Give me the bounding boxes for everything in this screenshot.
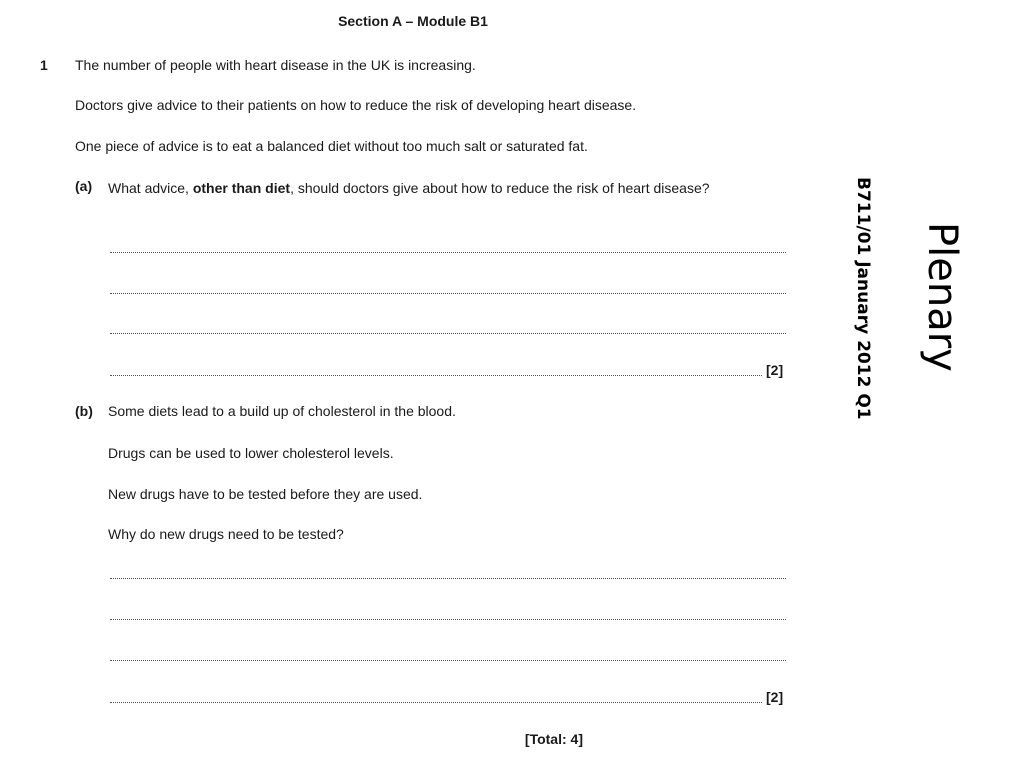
part-a-question bbox=[108, 178, 787, 198]
part-a-text-bold: other than diet bbox=[192, 180, 291, 196]
part-b-question: Why do new drugs need to be tested? bbox=[108, 526, 344, 542]
question-number: 1 bbox=[40, 57, 48, 73]
exam-reference: B711/01 January 2012 Q1 bbox=[853, 177, 873, 420]
answer-line-a-2[interactable] bbox=[110, 293, 786, 294]
answer-line-b-4[interactable] bbox=[110, 702, 762, 703]
plenary-title: Plenary bbox=[919, 222, 965, 372]
answer-line-b-2[interactable] bbox=[110, 619, 786, 620]
answer-line-a-4[interactable] bbox=[110, 375, 762, 376]
intro-paragraph-1: The number of people with heart disease in the UK is increasing. bbox=[75, 57, 476, 73]
intro-paragraph-3: One piece of advice is to eat a balanced diet without too much salt or saturated fat. bbox=[75, 138, 588, 154]
intro-paragraph-2: Doctors give advice to their patients on how to reduce the risk of developing heart disease. bbox=[75, 97, 637, 113]
part-a-text-after: , should doctors give about how to reduce the risk of heart disease? bbox=[290, 180, 710, 196]
part-b-line-1: Some diets lead to a build up of cholesterol in the blood. bbox=[108, 403, 456, 419]
answer-line-b-3[interactable] bbox=[110, 660, 786, 661]
part-a-marks: [2] bbox=[766, 362, 784, 378]
section-title: Section A – Module B1 bbox=[338, 13, 488, 29]
part-b-label: (b) bbox=[75, 403, 93, 419]
part-a-text-before: What advice, bbox=[108, 180, 193, 196]
part-b-line-2: Drugs can be used to lower cholesterol levels. bbox=[108, 445, 394, 461]
total-marks: [Total: 4] bbox=[524, 731, 583, 747]
part-b-line-3: New drugs have to be tested before they are used. bbox=[108, 486, 423, 502]
part-a-label: (a) bbox=[75, 178, 93, 194]
part-b-marks: [2] bbox=[766, 689, 784, 705]
answer-line-a-1[interactable] bbox=[110, 252, 786, 253]
answer-line-a-3[interactable] bbox=[110, 333, 786, 334]
answer-line-b-1[interactable] bbox=[110, 578, 786, 579]
